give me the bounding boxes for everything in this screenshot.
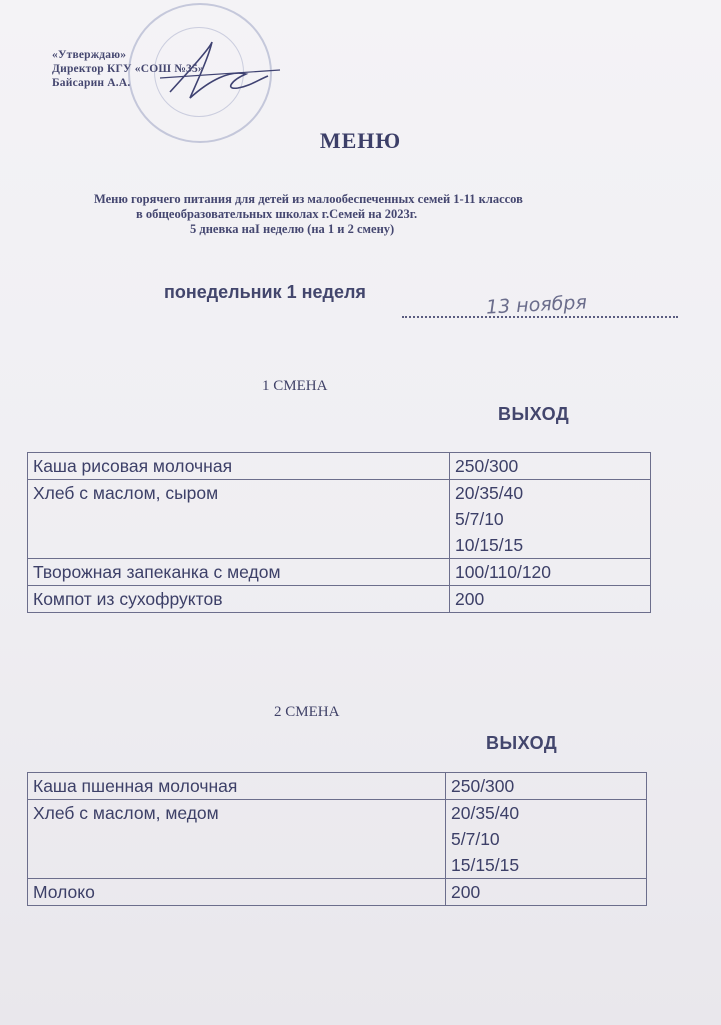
description-line: Меню горячего питания для детей из малообеспеченных семей 1-11 классов: [94, 192, 523, 206]
portion-cell: [446, 773, 647, 800]
portion-cell: [450, 586, 651, 613]
portion-value: 15/15/15: [451, 855, 520, 875]
date-underline: [402, 316, 678, 318]
dish-name: Компот из сухофруктов: [28, 586, 450, 613]
shift-1-menu-table: [27, 452, 651, 613]
dish-name: Хлеб с маслом, сыром: [28, 480, 450, 559]
portion-value: 5/7/10: [451, 829, 500, 849]
portion-value: 10/15/15: [455, 535, 524, 555]
portion-value: 20/35/40: [455, 483, 524, 503]
menu-description: [94, 192, 523, 237]
approval-line: Байсарин А.А.: [52, 77, 131, 89]
dish-name: Каша рисовая молочная: [28, 453, 450, 480]
shift-2-label: 2 СМЕНА: [274, 704, 340, 720]
portion-value: 20/35/40: [451, 803, 520, 823]
portion-cell: [446, 800, 647, 879]
portion-cell: [450, 453, 651, 480]
portion-value: 200: [451, 882, 481, 902]
portion-value: 5/7/10: [455, 509, 504, 529]
handwritten-date: 13 ноября: [485, 291, 588, 319]
dish-name: Хлеб с маслом, медом: [28, 800, 446, 879]
portion-cell: [450, 480, 651, 559]
portion-value: 200: [455, 589, 485, 609]
approval-block: [52, 48, 204, 90]
shift-2-output-header: ВЫХОД: [486, 733, 558, 753]
portion-value: 250/300: [451, 776, 515, 796]
table-row: [28, 879, 647, 906]
shift-1-output-header: ВЫХОД: [498, 404, 570, 424]
approval-line: Директор КГУ «СОШ №35»: [52, 63, 204, 75]
table-row: [28, 773, 647, 800]
description-line: 5 дневка наI неделю (на 1 и 2 смену): [190, 222, 395, 236]
portion-cell: [446, 879, 647, 906]
portion-value: 100/110/120: [455, 562, 552, 582]
approval-line: «Утверждаю»: [52, 49, 127, 61]
table-row: [28, 480, 651, 559]
table-row: [28, 586, 651, 613]
shift-1-label: 1 СМЕНА: [262, 378, 328, 394]
description-line: в общеобразовательных школах г.Семей на 2023г.: [136, 207, 418, 221]
portion-cell: [450, 559, 651, 586]
dish-name: Молоко: [28, 879, 446, 906]
dish-name: Творожная запеканка с медом: [28, 559, 450, 586]
table-row: [28, 453, 651, 480]
table-row: [28, 800, 647, 879]
page-title: МЕНЮ: [319, 128, 402, 153]
portion-value: 250/300: [455, 456, 519, 476]
dish-name: Каша пшенная молочная: [28, 773, 446, 800]
day-label: понедельник 1 неделя: [164, 282, 366, 302]
shift-2-menu-table: [27, 772, 647, 906]
table-row: [28, 559, 651, 586]
